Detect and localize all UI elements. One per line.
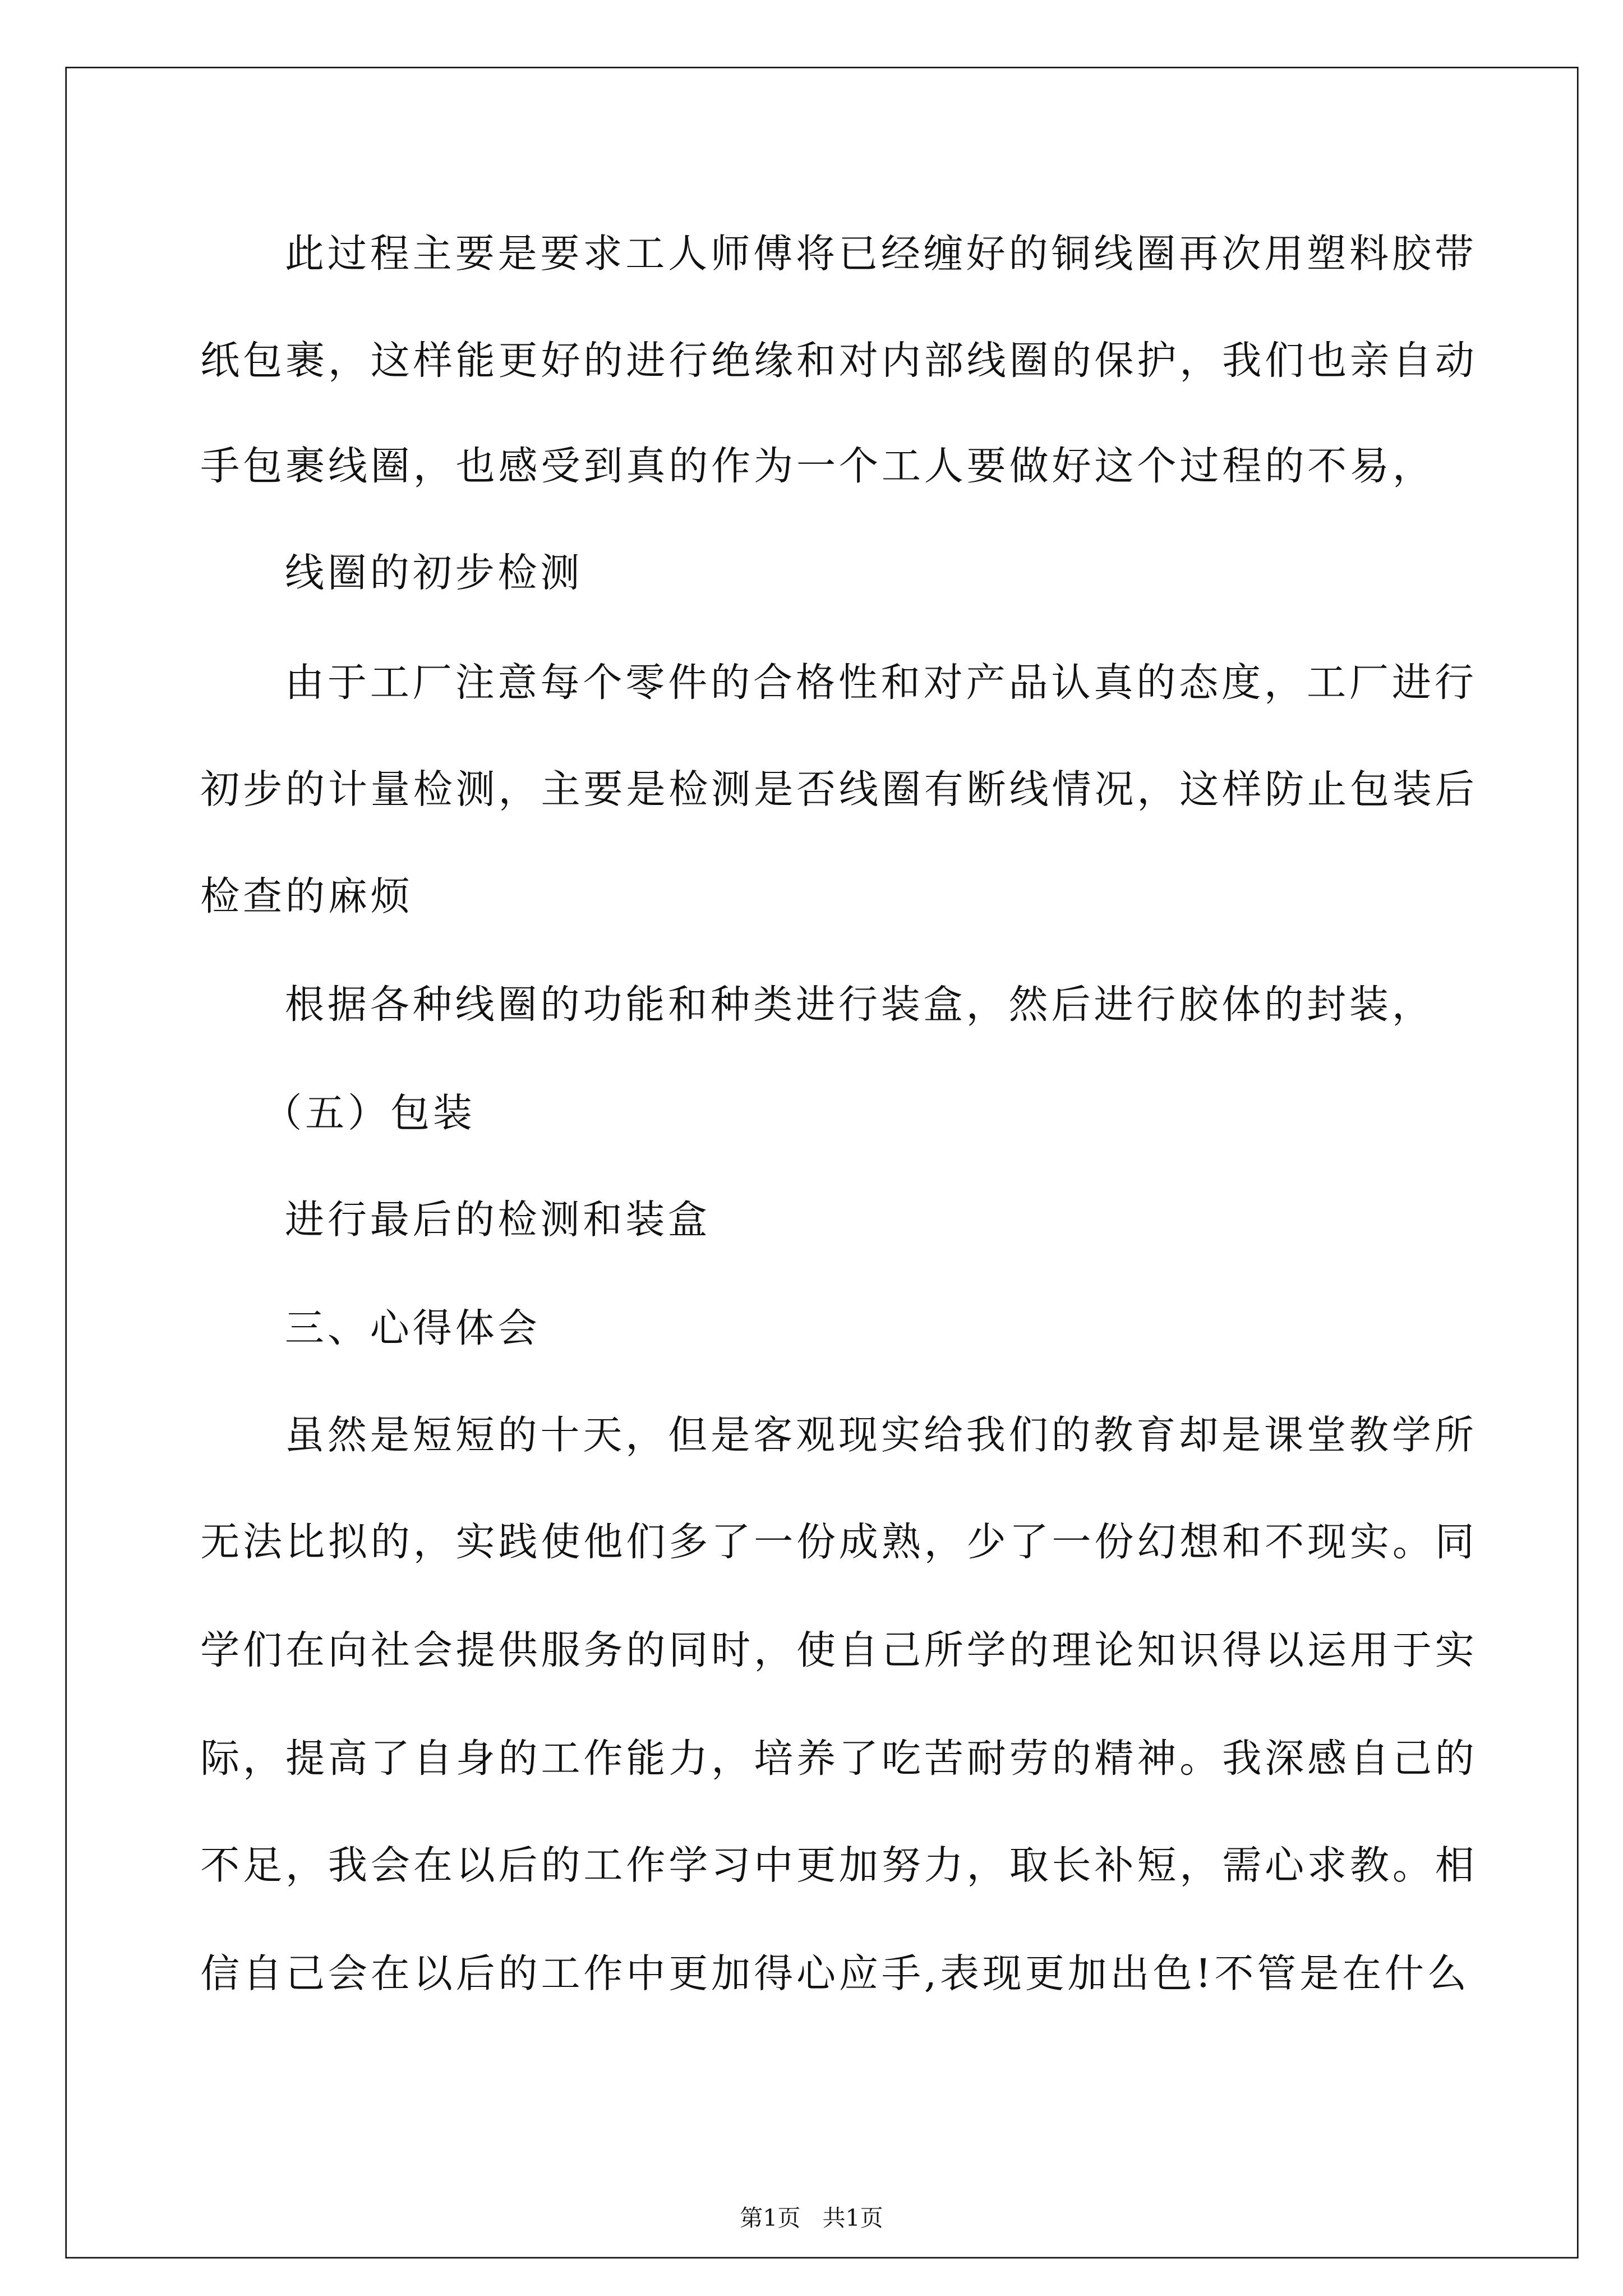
- text-line: 此过程主要是要求工人师傅将已经缠好的铜线圈再次用塑料胶带: [284, 231, 1477, 278]
- section-heading: 三、心得体会: [284, 1305, 541, 1352]
- text-line: 进行最后的检测和装盒: [284, 1197, 711, 1244]
- text-line: 信自己会在以后的工作中更加得心应手,表现更加出色!不管是在什么: [200, 1951, 1470, 1998]
- text-line: 根据各种线圈的功能和种类进行装盒，然后进行胶体的封装，: [284, 982, 1435, 1029]
- text-line: 学们在向社会提供服务的同时，使自己所学的理论知识得以运用于实: [200, 1627, 1478, 1674]
- text-line: 检查的麻烦: [200, 874, 413, 921]
- page-border: [65, 67, 1578, 2258]
- section-heading: （五）包装: [262, 1091, 476, 1137]
- text-line: 无法比拟的，实践使他们多了一份成熟，少了一份幻想和不现实。同: [200, 1519, 1478, 1566]
- text-line: 际，提高了自身的工作能力，培养了吃苦耐劳的精神。我深感自己的: [200, 1736, 1478, 1783]
- text-line: 线圈的初步检测: [284, 550, 583, 597]
- text-line: 手包裹线圈，也感受到真的作为一个工人要做好这个过程的不易，: [200, 443, 1435, 490]
- text-line: 由于工厂注意每个零件的合格性和对产品认真的态度，工厂进行: [284, 660, 1477, 707]
- text-line: 纸包裹，这样能更好的进行绝缘和对内部线圈的保护，我们也亲自动: [200, 338, 1478, 385]
- text-line: 不足，我会在以后的工作学习中更加努力，取长补短，需心求教。相: [200, 1843, 1478, 1889]
- text-line: 虽然是短短的十天，但是客观现实给我们的教育却是课堂教学所: [284, 1412, 1477, 1459]
- page-footer: 第1页 共1页: [740, 2205, 883, 2232]
- text-line: 初步的计量检测，主要是检测是否线圈有断线情况，这样防止包装后: [200, 767, 1478, 813]
